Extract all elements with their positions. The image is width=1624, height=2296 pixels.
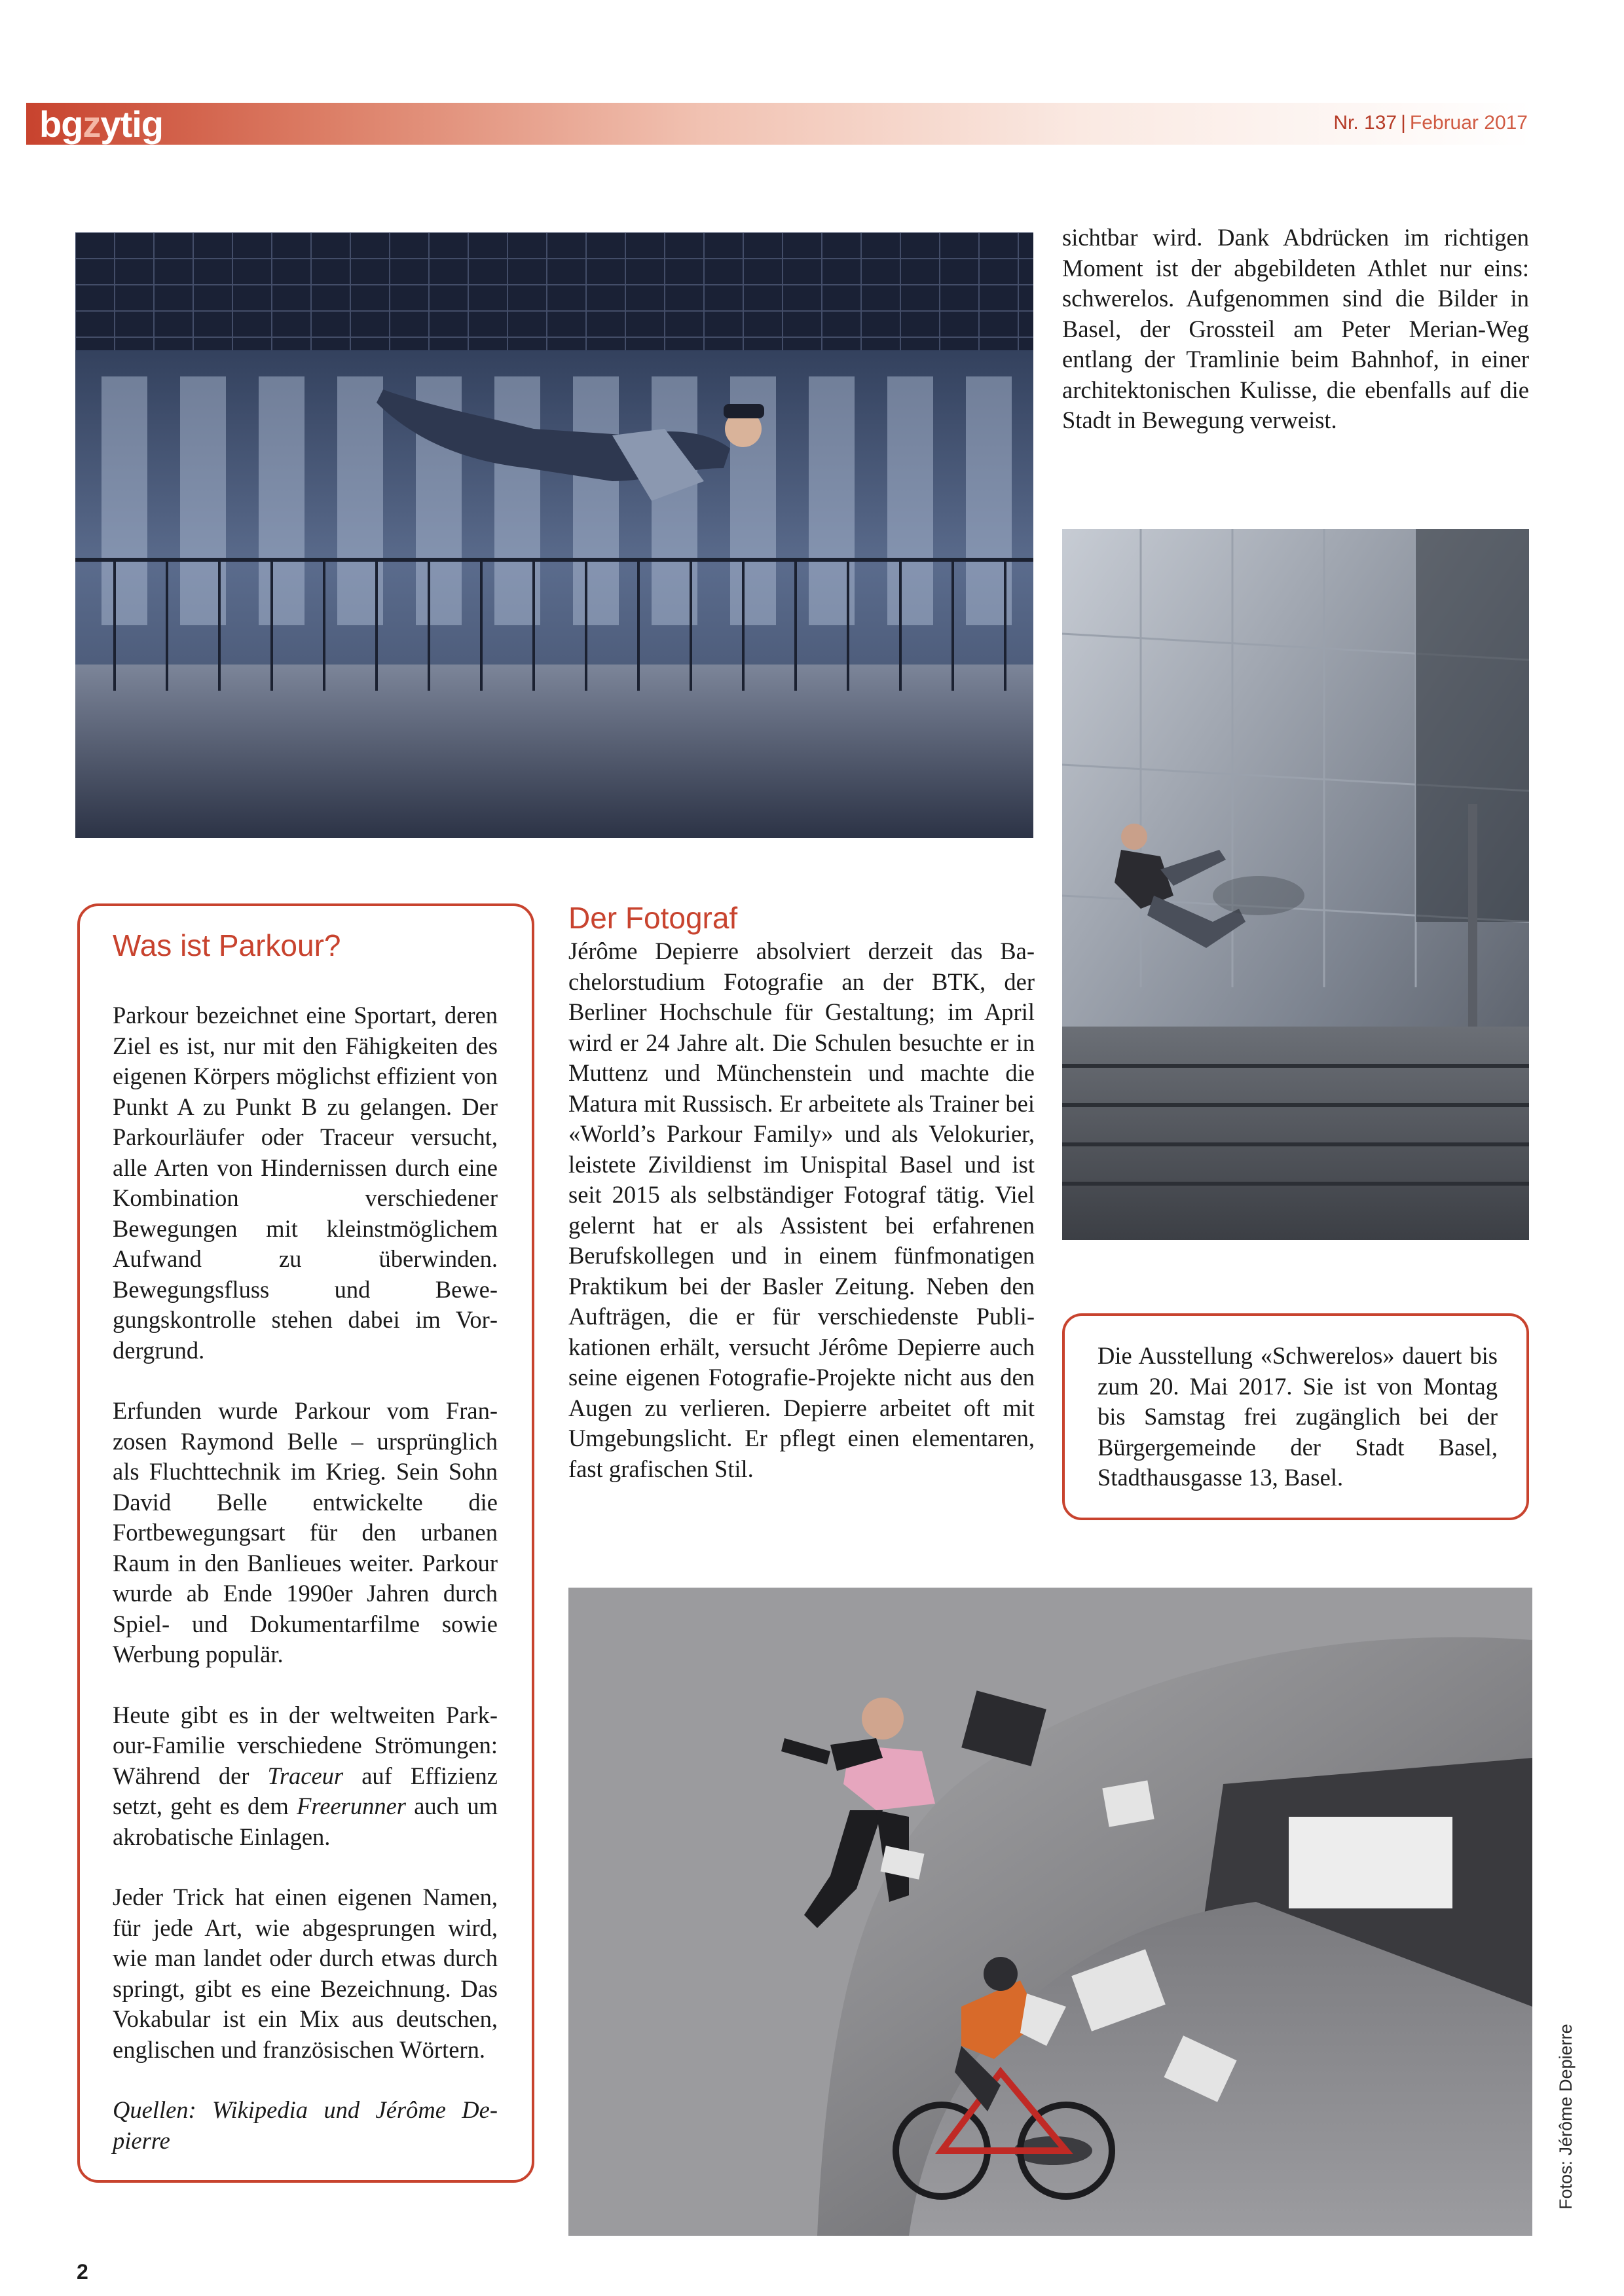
issue-number: Nr. 137: [1333, 112, 1397, 134]
photo-floating-athlete-image: [75, 232, 1033, 838]
parkour-sources: Quellen: Wikipedia und Jérôme Depierre: [113, 2096, 498, 2154]
photo-floating-athlete: [75, 232, 1033, 838]
parkour-info-box: [77, 903, 534, 2183]
parkour-paragraph-3: Heute gibt es in der weltweiten Parkour-Familie verschiedene Strömungen: Während der Traceur auf Effizienz setzt, geht es dem Freerunner auch um akrobatische Einlagen.: [113, 1701, 498, 1850]
logo: bgzytig: [39, 103, 163, 145]
photographer-title: Der Fotograf: [568, 901, 738, 935]
photographer-section: [568, 900, 1035, 1484]
parkour-box-title: Was ist Parkour?: [113, 928, 341, 962]
photo-tunnel-cyclist: [568, 1588, 1532, 2236]
parkour-paragraph-2: Erfunden wurde Parkour vom Franzosen Raymond Belle – ursprünglich als Fluchttechnik im Krieg. Sein Sohn David Belle entwickelte die Fortbewegungsart für den urbanen Raum in den Banlieues weiter. Parkour wurde ab Ende 1990er Jahren durch Spiel- und Dokumentarfilme sowie Werbung populär.: [113, 1397, 498, 1667]
issue-info: [1333, 109, 1528, 137]
issue-separator: |: [1401, 112, 1406, 134]
header-bar: [26, 103, 1532, 145]
photo-credit: Fotos: Jérôme Depierre: [1556, 2024, 1576, 2210]
exhibition-info-box: [1062, 1313, 1529, 1520]
photo-tunnel-cyclist-image: [568, 1588, 1532, 2236]
term-freerunner: Freerunner: [297, 1793, 406, 1819]
exhibition-paragraph: Die Ausstellung «Schwerelos» dauert bis zum 20. Mai 2017. Sie ist von Montag bis Samstag frei zugänglich bei der Bürgergemeinde der Stadt Basel, Stadthausgasse 13, Basel.: [1098, 1342, 1498, 1491]
photographer-paragraph: Jérôme Depierre absolviert derzeit das Bachelorstudium Fotografie an der BTK, der Berliner Hochschule für Gestaltung; im April wird er 24 Jahre alt. Die Schulen besuchte er in Muttenz und Münchenstein und machte die Matura mit Russisch. Er arbeitete als Trainer bei «World’s Parkour Family» und als Velokurier, leistete Zivildienst im Unispital Basel und ist seit 2015 als selbständiger Fotograf tätig. Viel gelernt hat er als Assistent bei erfahrenen Berufskollegen und in einem fünfmonatigen Praktikum bei der Basler Zeitung. Neben den Aufträgen, die er für verschiedenste Publikationen erhält, versucht Jérôme Depierre auch seine eigenen Fotografie-Projekte nicht aus den Augen zu verlieren. Depierre arbeitet oft mit Umgebungslicht. Er pflegt einen elementaren, fast grafischen Stil.: [568, 938, 1035, 1482]
page-number: 2: [77, 2260, 88, 2284]
intro-text: [1062, 223, 1529, 436]
parkour-paragraph-4: Jeder Trick hat einen eigenen Namen, für jede Art, wie abgesprungen wird, wie man landet oder durch etwas durch springt, gibt es eine Bezeichnung. Das Vokabular ist ein Mix aus deutschen, englischen und französischen Wörtern.: [113, 1884, 498, 2063]
issue-date: Februar 2017: [1409, 112, 1528, 134]
photo-wall-runner-image: [1062, 529, 1529, 1240]
intro-paragraph: sichtbar wird. Dank Abdrücken im richtigen Moment ist der abgebildeten Athlet nur eins: schwerelos. Aufgenommen sind die Bilder in Basel, der Grossteil am Peter Merian-Weg entlang der Tramlinie beim Bahnhof, in einer architektonischen Kulisse, die ebenfalls auf die Stadt in Bewegung verweist.: [1062, 224, 1529, 433]
parkour-paragraph-1: Parkour bezeichnet eine Sportart, deren Ziel es ist, nur mit den Fähigkeiten des eigenen Körpers möglichst effizient von Punkt A zu Punkt B zu gelangen. Der Parkourläufer oder Traceur versucht, alle Arten von Hindernissen durch eine Kombination verschiedener Bewegungen mit kleinstmöglichem Aufwand zu überwinden. Bewegungsfluss und Bewegungskontrolle stehen dabei im Vordergrund.: [113, 1002, 498, 1364]
term-traceur: Traceur: [267, 1762, 344, 1789]
photo-wall-runner: [1062, 529, 1529, 1240]
